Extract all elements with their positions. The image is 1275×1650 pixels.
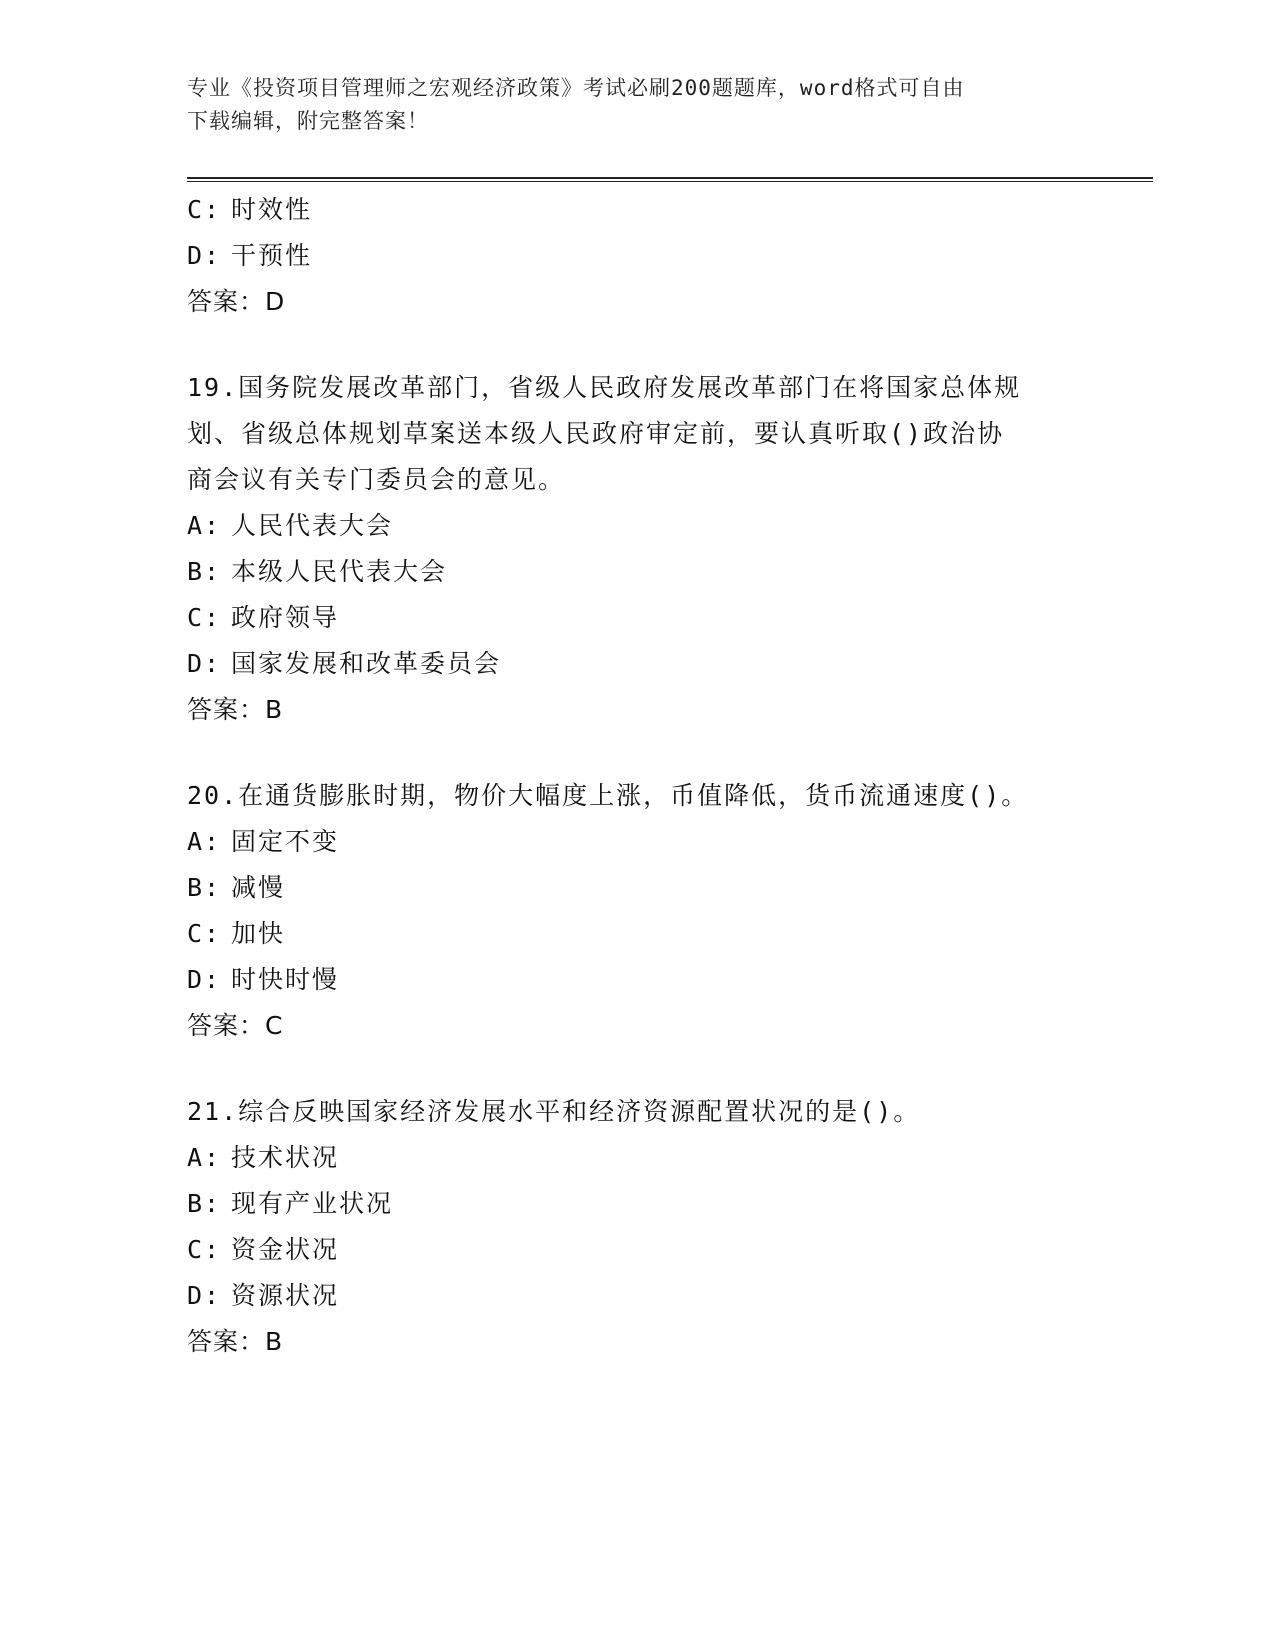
option-text: 本级人民代表大会 [231, 557, 448, 586]
option-text: 加快 [231, 919, 286, 948]
answer-line: 答案：B [187, 1327, 284, 1356]
header-line-2: 下载编辑，附完整答案！ [187, 109, 429, 133]
question-19 [187, 365, 1087, 733]
option-text: 时快时慢 [231, 965, 340, 994]
option-text: 资源状况 [231, 1281, 340, 1310]
option-b [187, 1181, 1087, 1227]
option-letter: A: [187, 511, 222, 540]
option-c [187, 911, 1087, 957]
document-body [187, 187, 1087, 1365]
document-header [187, 72, 1087, 138]
option-letter: C: [187, 195, 222, 224]
header-divider [187, 177, 1153, 182]
option-text: 资金状况 [231, 1235, 340, 1264]
option-d [187, 641, 1087, 687]
option-text: 政府领导 [231, 603, 340, 632]
option-text: 国家发展和改革委员会 [231, 649, 502, 678]
option-letter: A: [187, 1143, 222, 1172]
option-text: 时效性 [231, 195, 313, 224]
option-text: 人民代表大会 [231, 511, 394, 540]
question-stem-line: 商会议有关专门委员会的意见。 [187, 465, 566, 494]
option-letter: D: [187, 1281, 222, 1310]
option-c [187, 187, 1087, 233]
option-text: 干预性 [231, 241, 313, 270]
option-c [187, 595, 1087, 641]
question-18-continued [187, 187, 1087, 325]
option-letter: B: [187, 873, 222, 902]
option-a [187, 503, 1087, 549]
option-letter: D: [187, 965, 222, 994]
option-letter: A: [187, 827, 222, 856]
option-d [187, 957, 1087, 1003]
question-stem-line: 19.国务院发展改革部门，省级人民政府发展改革部门在将国家总体规 [187, 373, 1022, 402]
answer-line: 答案：C [187, 1011, 284, 1040]
question-stem-line: 21.综合反映国家经济发展水平和经济资源配置状况的是()。 [187, 1097, 921, 1126]
header-line-1: 专业《投资项目管理师之宏观经济政策》考试必刷200题题库，word格式可自由 [187, 76, 965, 100]
option-text: 现有产业状况 [231, 1189, 394, 1218]
answer-line: 答案：B [187, 695, 284, 724]
option-letter: B: [187, 1189, 222, 1218]
option-c [187, 1227, 1087, 1273]
option-a [187, 1135, 1087, 1181]
option-letter: B: [187, 557, 222, 586]
option-letter: C: [187, 603, 222, 632]
question-stem-line: 20.在通货膨胀时期，物价大幅度上涨，币值降低，货币流通速度()。 [187, 781, 1029, 810]
option-d [187, 1273, 1087, 1319]
option-text: 减慢 [231, 873, 286, 902]
option-d [187, 233, 1087, 279]
option-text: 技术状况 [231, 1143, 340, 1172]
question-20 [187, 773, 1087, 1049]
option-a [187, 819, 1087, 865]
option-letter: C: [187, 1235, 222, 1264]
option-letter: D: [187, 241, 222, 270]
question-21 [187, 1089, 1087, 1365]
option-letter: C: [187, 919, 222, 948]
option-b [187, 549, 1087, 595]
answer-line: 答案：D [187, 287, 286, 316]
question-stem-line: 划、省级总体规划草案送本级人民政府审定前，要认真听取()政治协 [187, 419, 1005, 448]
option-b [187, 865, 1087, 911]
option-letter: D: [187, 649, 222, 678]
option-text: 固定不变 [231, 827, 340, 856]
